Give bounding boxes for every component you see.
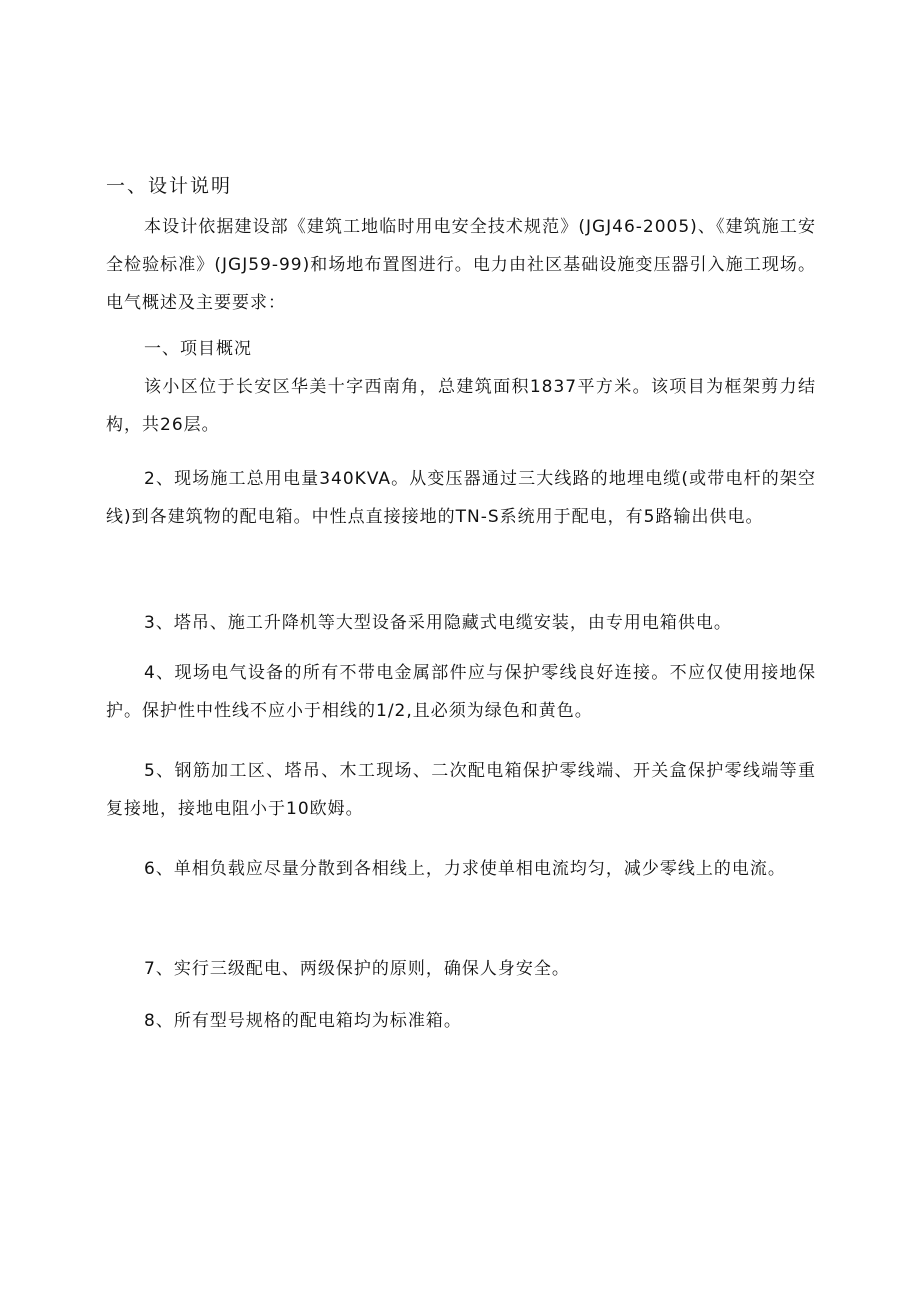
section-heading: 一、设计说明	[106, 175, 233, 197]
item-paragraph-3: 3、塔吊、施工升降机等大型设备采用隐藏式电缆安装，由专用电箱供电。	[144, 613, 732, 633]
subsection-heading: 一、项目概况	[144, 339, 252, 359]
item-paragraph-6: 6、单相负载应尽量分散到各相线上，力求使单相电流均匀，减少零线上的电流。	[144, 859, 786, 879]
intro-paragraph: 本设计依据建设部《建筑工地临时用电安全技术规范》(JGJ46-2005)、《建筑施工安全检验标准》(JGJ59-99)和场地布置图进行。电力由社区基础设施变压器引入施工现场。电气概述及主要要求：	[106, 217, 816, 313]
item-paragraph-4: 4、现场电气设备的所有不带电金属部件应与保护零线良好连接。不应仅使用接地保护。保护性中性线不应小于相线的1/2,且必须为绿色和黄色。	[106, 663, 816, 721]
item-paragraph-5: 5、钢筋加工区、塔吊、木工现场、二次配电箱保护零线端、开关盒保护零线端等重复接地，接地电阻小于10欧姆。	[106, 761, 816, 819]
item-paragraph-1: 该小区位于长安区华美十字西南角，总建筑面积1837平方米。该项目为框架剪力结构，共26层。	[106, 377, 816, 435]
item-paragraph-2: 2、现场施工总用电量340KVA。从变压器通过三大线路的地埋电缆(或带电杆的架空线)到各建筑物的配电箱。中性点直接接地的TN-S系统用于配电，有5路输出供电。	[106, 469, 816, 527]
item-paragraph-8: 8、所有型号规格的配电箱均为标准箱。	[144, 1011, 462, 1031]
item-paragraph-7: 7、实行三级配电、两级保护的原则，确保人身安全。	[144, 959, 570, 979]
